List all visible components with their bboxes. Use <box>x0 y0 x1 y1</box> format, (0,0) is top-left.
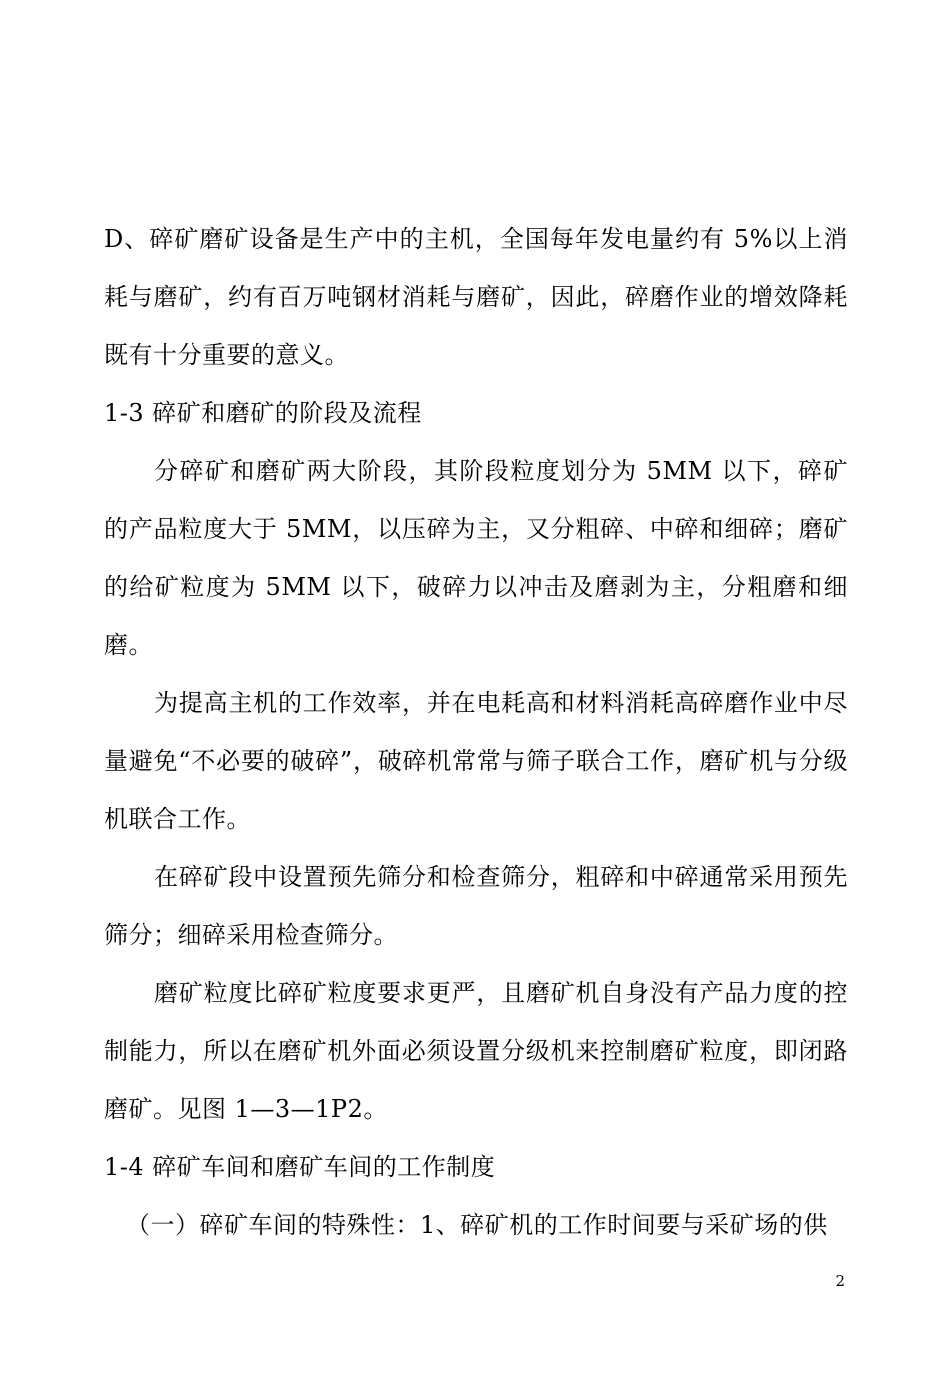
paragraph-equipment-importance: D、碎矿磨矿设备是生产中的主机，全国每年发电量约有 5%以上消耗与磨矿，约有百万吨钢材消耗与磨矿，因此，碎磨作业的增效降耗既有十分重要的意义。 <box>104 225 848 369</box>
paragraph-crushing-workshop: （一）碎矿车间的特殊性：1、碎矿机的工作时间要与采矿场的供 <box>126 1211 828 1239</box>
document-body <box>104 210 848 1254</box>
page-number: 2 <box>835 1272 845 1290</box>
paragraph-screening: 在碎矿段中设置预先筛分和检查筛分，粗碎和中碎通常采用预先筛分；细碎采用检查筛分。 <box>104 863 848 949</box>
section-heading-1-3: 1-3 碎矿和磨矿的阶段及流程 <box>104 399 422 427</box>
paragraph-grinding-control: 磨矿粒度比碎矿粒度要求更严，且磨矿机自身没有产品力度的控制能力，所以在磨矿机外面必须设置分级机来控制磨矿粒度，即闭路磨矿。见图 1—3—1P2。 <box>104 979 848 1123</box>
paragraph-efficiency: 为提高主机的工作效率，并在电耗高和材料消耗高碎磨作业中尽量避免“不必要的破碎”，破碎机常常与筛子联合工作，磨矿机与分级机联合工作。 <box>104 689 848 833</box>
paragraph-stages: 分碎矿和磨矿两大阶段，其阶段粒度划分为 5MM 以下，碎矿的产品粒度大于 5MM，以压碎为主，又分粗碎、中碎和细碎；磨矿的给矿粒度为 5MM 以下，破碎力以冲击及磨剥为主，分粗磨和细磨。 <box>104 457 848 659</box>
section-heading-1-4: 1-4 碎矿车间和磨矿车间的工作制度 <box>104 1153 496 1181</box>
